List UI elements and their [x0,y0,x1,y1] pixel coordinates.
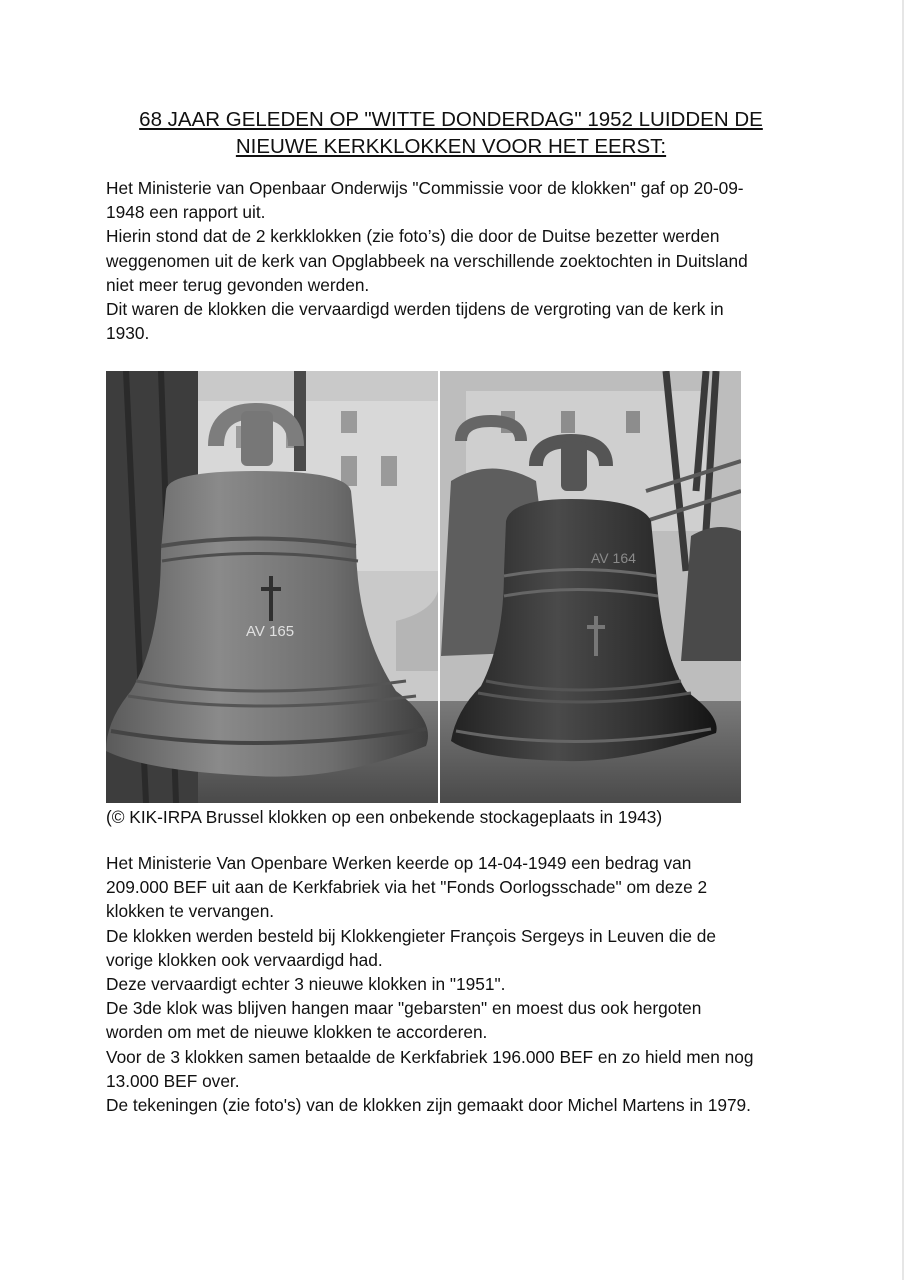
body-line: worden om met de nieuwe klokken te accorderen. [106,1022,488,1043]
body-line: De 3de klok was blijven hangen maar "gebarsten" en moest dus ook hergoten [106,998,702,1019]
intro-paragraph [106,176,796,345]
body-line: Voor de 3 klokken samen betaalde de Kerkfabriek 196.000 BEF en zo hield men nog [106,1046,754,1067]
intro-line: 1948 een rapport uit. [106,202,266,223]
body-line: 209.000 BEF uit aan de Kerkfabriek via het "Fonds Oorlogsschade" om deze 2 [106,877,708,898]
title-line-2: NIEUWE KERKKLOKKEN VOOR HET EERST: [235,135,667,158]
bells-photo [106,371,741,803]
bell-right-inscription: AV 164 [591,550,636,566]
bell-left-inscription: AV 165 [246,623,295,640]
body-line: De klokken werden besteld bij Klokkengieter François Sergeys in Leuven die de [106,925,716,946]
body-line: Het Ministerie Van Openbare Werken keerde op 14-04-1949 een bedrag van [106,853,692,873]
intro-line: weggenomen uit de kerk van Opglabbeek na verschillende zoektochten in Duitsland [106,250,748,271]
intro-line: Het Ministerie van Openbaar Onderwijs "Commissie voor de klokken" gaf op 20-09- [106,178,744,198]
body-line: Deze vervaardigt echter 3 nieuwe klokken in "1951". [106,974,506,995]
intro-line: 1930. [106,323,150,344]
page-title [106,106,796,160]
intro-line: niet meer terug gevonden werden. [106,274,370,295]
photo-right [439,371,741,803]
photo-caption: (© KIK-IRPA Brussel klokken op een onbekende stockageplaats in 1943) [106,807,663,827]
title-line-1: 68 JAAR GELEDEN OP "WITTE DONDERDAG" 1952 LUIDDEN DE [139,108,763,131]
body-paragraph [106,851,796,1117]
body-line: De tekeningen (zie foto's) van de klokken zijn gemaakt door Michel Martens in 1979. [106,1095,751,1116]
intro-line: Dit waren de klokken die vervaardigd werden tijdens de vergroting van de kerk in [106,299,724,320]
body-line: 13.000 BEF over. [106,1070,240,1091]
intro-line: Hierin stond dat de 2 kerkklokken (zie foto’s) die door de Duitse bezetter werden [106,226,720,247]
body-line: klokken te vervangen. [106,901,275,922]
body-line: vorige klokken ook vervaardigd had. [106,949,383,970]
photo-left [106,371,446,803]
